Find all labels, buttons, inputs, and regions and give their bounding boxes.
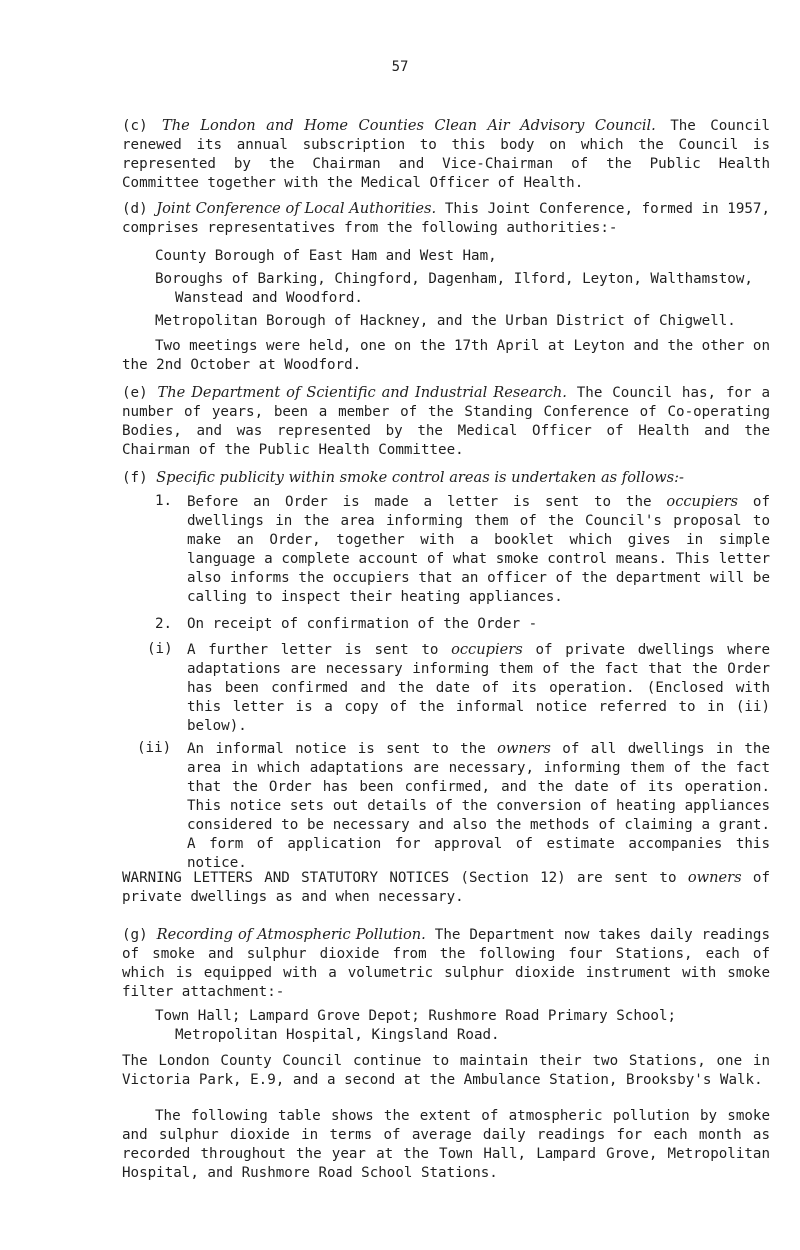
warning-text-b: of private dwellings as and when necessary.: [122, 870, 771, 905]
paragraph-d: [122, 199, 770, 238]
lcc-text: The London County Council continue to maintain their two Stations, one in Victoria Park, E.9, and a second at the Ambulance Station, Brooksby's Walk.: [122, 1053, 770, 1088]
paragraph-lcc: [122, 1052, 770, 1090]
sub-item-ii-label: (ii): [137, 740, 172, 756]
heading-c: The London and Home Counties Clean Air Advisory Council.: [162, 117, 656, 134]
page-number: 57: [391, 59, 409, 75]
item-2-text: On receipt of confirmation of the Order -: [187, 616, 538, 632]
list-item: Metropolitan Borough of Hackney, and the Urban District of Chigwell.: [155, 313, 736, 329]
paragraph-warning: [122, 868, 770, 907]
warning-text-a: WARNING LETTERS AND STATUTORY NOTICES (Section 12) are sent to: [122, 870, 688, 886]
paragraph-meetings: [122, 337, 770, 375]
heading-g: Recording of Atmospheric Pollution.: [156, 926, 426, 943]
sub-item-i-emphasis: occupiers: [451, 641, 523, 658]
warning-emphasis: owners: [687, 869, 742, 886]
table-intro-text: The following table shows the extent of atmospheric pollution by smoke and sulphur dioxide in terms of average daily readings for each month as recorded throughout the year at the Town Hall, Lampard Grove, Metropolitan Hospital, and Rushmore Road School Stations.: [122, 1108, 770, 1181]
paragraph-table-intro: [122, 1107, 770, 1183]
authorities-list: [155, 247, 770, 331]
text-c: The Council renewed its annual subscription to this body on which the Council is represented by the Chairman and Vice-Chairman of the Public Health Committee together with the Medical Officer of Health.: [122, 118, 771, 191]
item-1-number: 1.: [155, 493, 173, 509]
sub-item-ii-text-a: An informal notice is sent to the: [187, 741, 498, 757]
item-2: [155, 615, 770, 634]
sub-item-i: [147, 640, 770, 736]
paragraph-f: [122, 468, 770, 488]
sub-item-ii-emphasis: owners: [497, 740, 551, 757]
heading-d: Joint Conference of Local Authorities.: [156, 200, 437, 217]
label-g: (g): [122, 927, 148, 943]
label-d: (d): [122, 201, 148, 217]
sub-item-i-label: (i): [147, 641, 173, 657]
list-item: Boroughs of Barking, Chingford, Dagenham, Ilford, Leyton, Walthamstow, Wanstead and Woodford.: [155, 271, 753, 306]
item-1-emphasis: occupiers: [666, 493, 739, 510]
label-c: (c): [122, 118, 148, 134]
item-1: [155, 492, 770, 607]
text-meetings: Two meetings were held, one on the 17th April at Leyton and the other on the 2nd October at Woodford.: [122, 338, 770, 373]
stations-text: Town Hall; Lampard Grove Depot; Rushmore Road Primary School; Metropolitan Hospital, Kingsland Road.: [155, 1008, 677, 1043]
heading-f: Specific publicity within smoke control areas is undertaken as follows:-: [156, 469, 684, 486]
item-1-text-a: Before an Order is made a letter is sent to the: [187, 494, 667, 510]
stations-list: [155, 1007, 775, 1045]
sub-item-i-text-b: of private dwellings where adaptations are necessary informing them of the fact that the Order has been confirmed and the date of its operation. (Enclosed with this letter is a copy of the informal notice referred to in (ii) below).: [187, 642, 770, 734]
text-d: This Joint Conference, formed in 1957, comprises representatives from the following authorities:-: [122, 201, 770, 236]
item-1-text: [187, 492, 770, 607]
paragraph-c: [122, 116, 770, 193]
label-e: (e): [122, 385, 148, 401]
paragraph-e: [122, 383, 770, 460]
item-2-number: 2.: [155, 616, 173, 632]
text-e: The Council has, for a number of years, been a member of the Standing Conference of Co-operating Bodies, and was represented by the Medical Officer of Health and the Chairman of the Public Health Committee.: [122, 385, 770, 458]
heading-e: The Department of Scientific and Industrial Research.: [157, 384, 567, 401]
paragraph-g: [122, 925, 770, 1002]
label-f: (f): [122, 470, 148, 486]
item-1-text-b: of dwellings in the area informing them of the Council's proposal to make an Order, together with a booklet which gives in simple language a complete account of what smoke control means. This letter also informs the occupiers that an officer of the department will be calling to inspect their heating appliances.: [187, 494, 770, 605]
sub-item-i-text-a: A further letter is sent to: [187, 642, 452, 658]
sub-item-ii-text-b: of all dwellings in the area in which adaptations are necessary, informing them of the fact that the Order has been confirmed, and the date of its operation. This notice sets out details of the conversion of heating appliances considered to be necessary and also the methods of claiming a grant. A form of application for approval of estimate accompanies this notice.: [187, 741, 771, 871]
sub-item-ii: [137, 739, 771, 873]
text-g: The Department now takes daily readings of smoke and sulphur dioxide from the following four Stations, each of which is equipped with a volumetric sulphur dioxide instrument with smoke filter attachment:-: [122, 927, 771, 1000]
list-item: County Borough of East Ham and West Ham,: [155, 248, 497, 264]
